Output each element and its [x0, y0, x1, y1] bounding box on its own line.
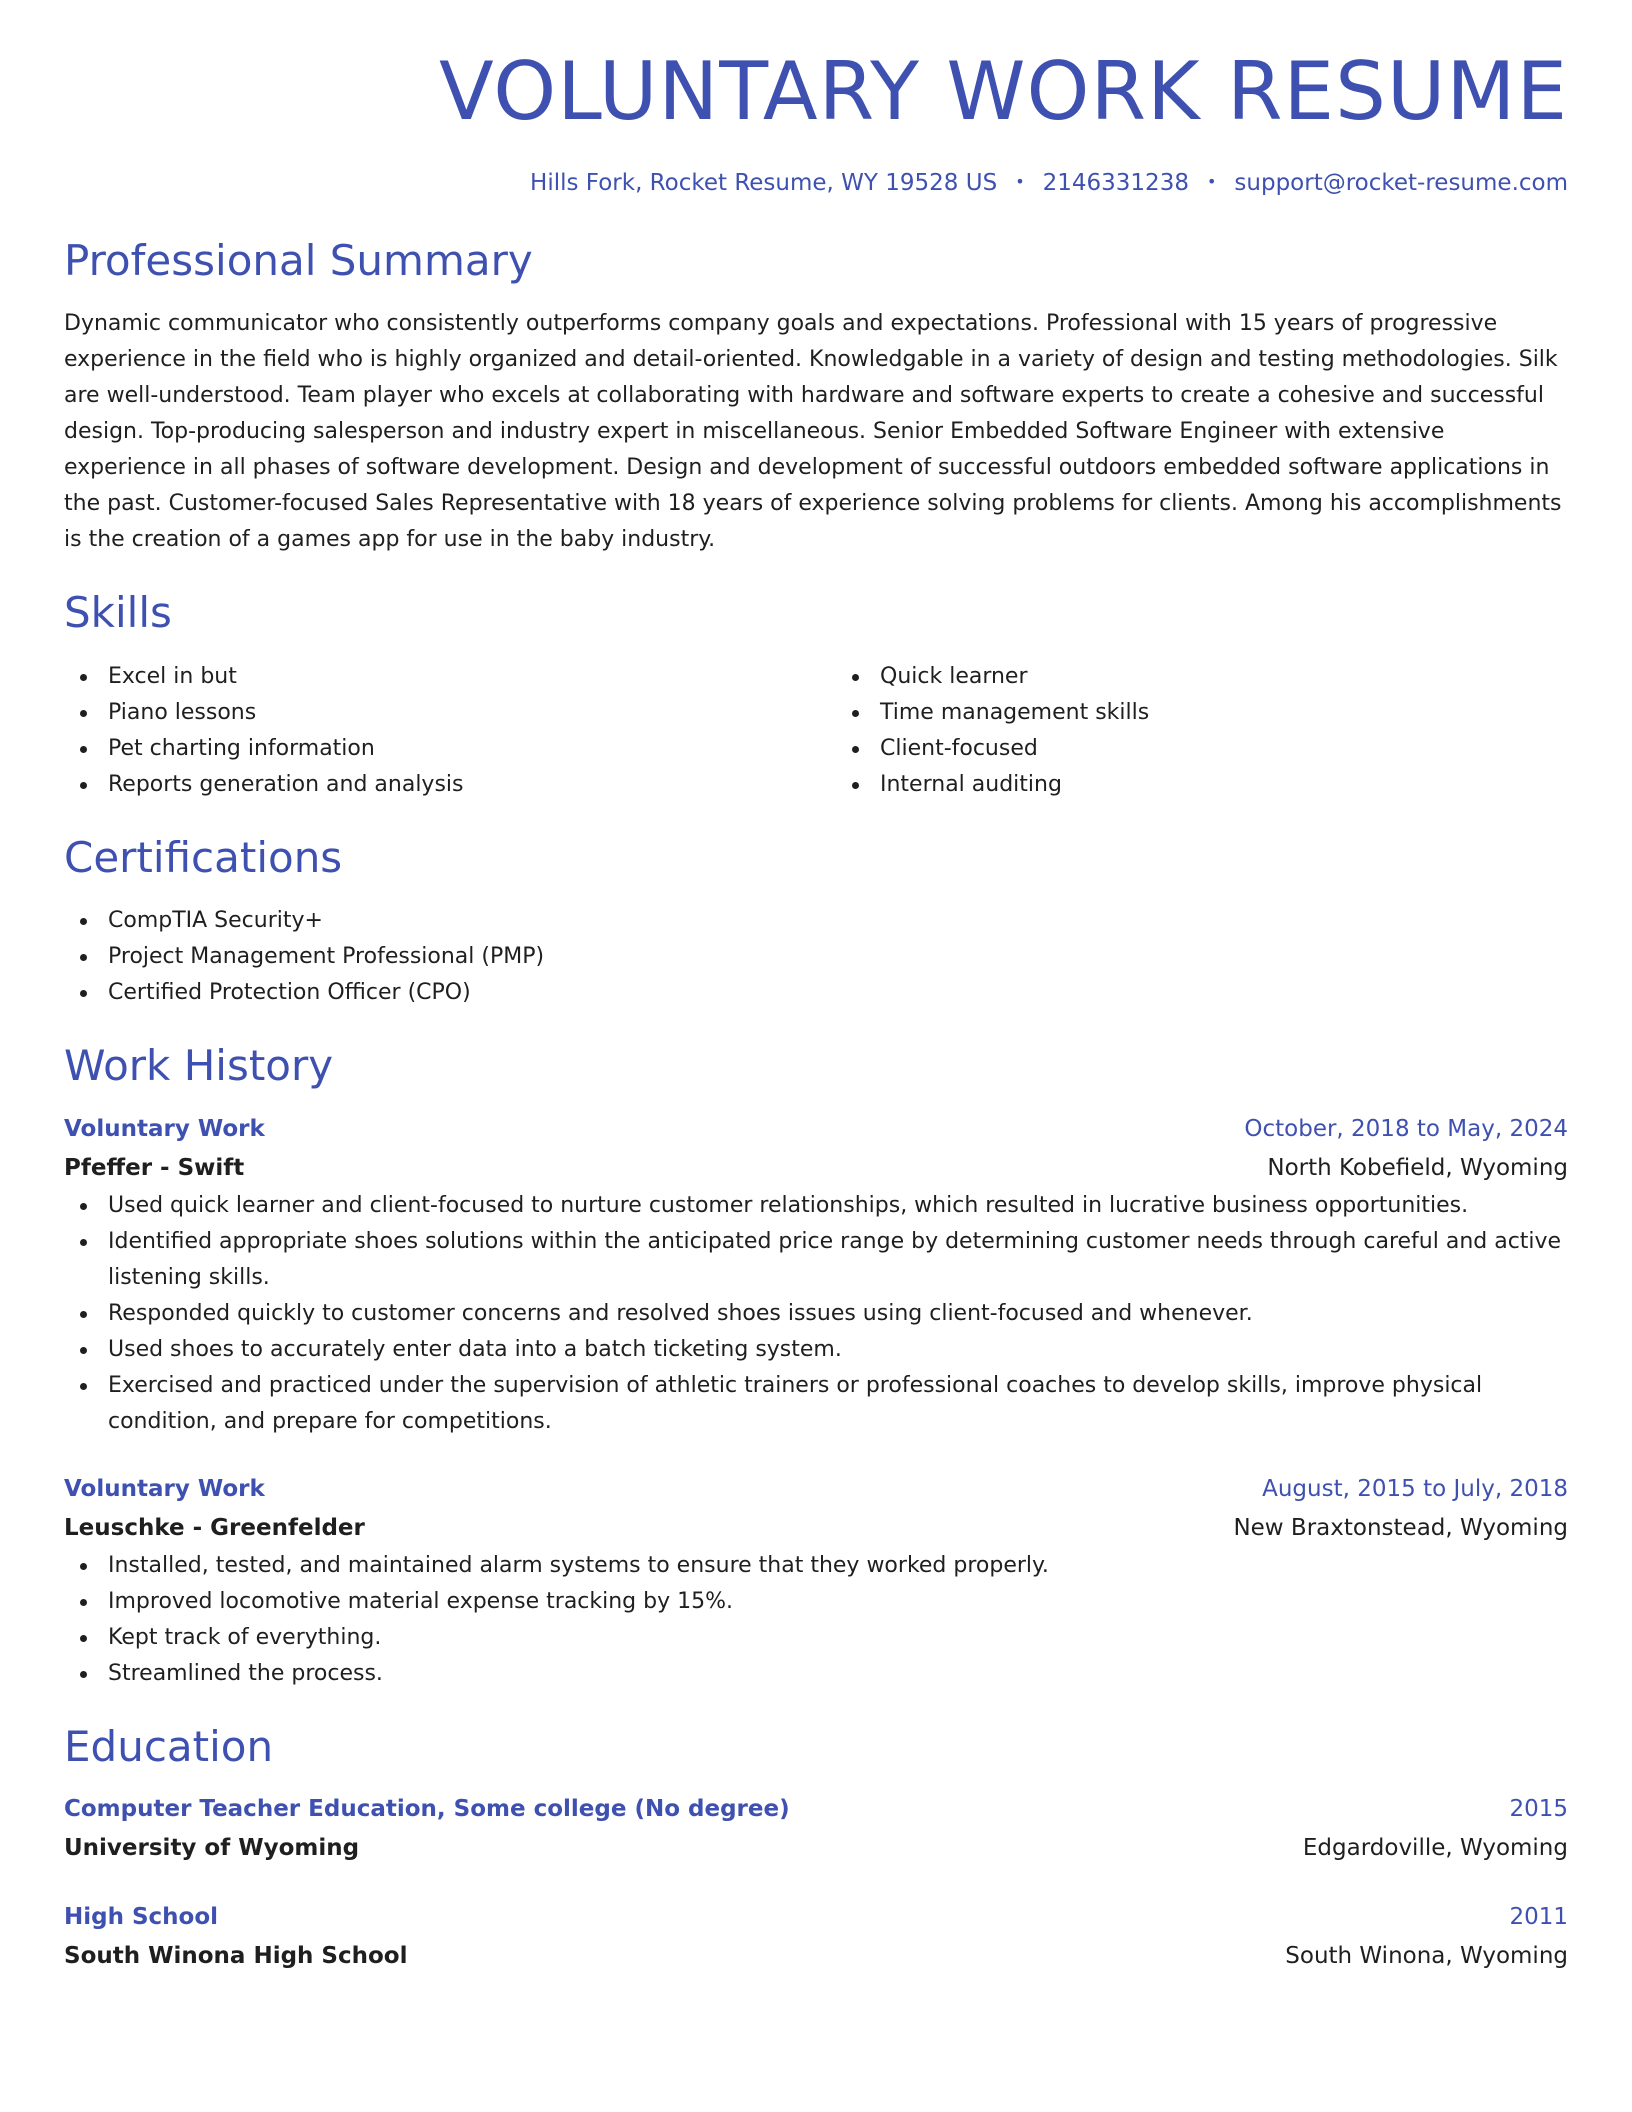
job-dates: August, 2015 to July, 2018: [1262, 1475, 1568, 1502]
job-bullet: Streamlined the process.: [64, 1656, 1568, 1692]
certification-item: Certified Protection Officer (CPO): [64, 975, 1568, 1011]
job-bullet: Used quick learner and client-focused to nurture customer relationships, which resulted in lucrative business opportunities.: [64, 1188, 1568, 1224]
education-entry: [64, 1790, 1568, 1868]
work-history-heading: Work History: [64, 1041, 334, 1091]
contact-phone: 2146331238: [1042, 170, 1189, 196]
skills-list-left: [64, 659, 796, 803]
contact-email: support@rocket-resume.com: [1234, 170, 1568, 196]
contact-separator: •: [1015, 172, 1025, 191]
education-section: [64, 1722, 1568, 1976]
job-bullet: Exercised and practiced under the supervision of athletic trainers or professional coaches to develop skills, improve physical condition, and prepare for competitions.: [64, 1368, 1568, 1440]
certification-item: Project Management Professional (PMP): [64, 939, 1568, 975]
summary-heading: Professional Summary: [64, 236, 533, 285]
education-location: Edgardoville, Wyoming: [1302, 1834, 1568, 1861]
education-school: University of Wyoming: [64, 1834, 360, 1861]
skill-item: Client-focused: [836, 731, 1568, 767]
job-bullets: [64, 1548, 1568, 1692]
skill-item: Quick learner: [836, 659, 1568, 695]
job-dates: October, 2018 to May, 2024: [1244, 1115, 1568, 1142]
certifications-heading: Certifications: [64, 832, 343, 882]
skill-item: Excel in but: [64, 659, 796, 695]
contact-separator: •: [1206, 172, 1217, 191]
skills-section: [64, 588, 1568, 802]
job-bullet: Responded quickly to customer concerns and resolved shoes issues using client-focused and whenever.: [64, 1296, 1568, 1332]
skill-item: Piano lessons: [64, 695, 796, 731]
skill-item: Time management skills: [836, 695, 1568, 731]
education-degree-row: [64, 1898, 1568, 1937]
job-company-row: [64, 1149, 1568, 1188]
job-entry: [64, 1470, 1568, 1692]
job-location: North Kobefield, Wyoming: [1267, 1154, 1568, 1181]
job-bullets: [64, 1188, 1568, 1440]
skill-item: Pet charting information: [64, 731, 796, 767]
work-history-section: [64, 1041, 1568, 1691]
education-school: South Winona High School: [64, 1942, 408, 1969]
education-year: 2011: [1509, 1903, 1568, 1930]
skills-grid: [64, 659, 1568, 803]
resume-header: [64, 0, 1568, 196]
job-company-row: [64, 1509, 1568, 1548]
job-bullet: Installed, tested, and maintained alarm systems to ensure that they worked properly.: [64, 1548, 1568, 1584]
job-entry: [64, 1110, 1568, 1440]
job-role: Voluntary Work: [64, 1475, 265, 1502]
job-bullet: Identified appropriate shoes solutions within the anticipated price range by determining customer needs through careful and active listening skills.: [64, 1224, 1568, 1296]
certification-item: CompTIA Security+: [64, 903, 1568, 939]
education-degree-row: [64, 1790, 1568, 1829]
job-company: Leuschke - Greenfelder: [64, 1514, 365, 1541]
skills-list-right: [836, 659, 1568, 803]
education-degree: Computer Teacher Education, Some college (No degree): [64, 1795, 790, 1822]
resume-title: VOLUNTARY WORK RESUME: [438, 45, 1568, 138]
education-degree: High School: [64, 1903, 219, 1930]
job-location: New Braxtonstead, Wyoming: [1233, 1514, 1568, 1541]
contact-address: Hills Fork, Rocket Resume, WY 19528 US: [530, 170, 998, 196]
education-location: South Winona, Wyoming: [1285, 1942, 1568, 1969]
job-bullet: Used shoes to accurately enter data into a batch ticketing system.: [64, 1332, 1568, 1368]
summary-section: [64, 236, 1568, 558]
summary-text: Dynamic communicator who consistently outperforms company goals and expectations. Professional with 15 years of progressive experience in the field who is highly organized and detail-oriented. Knowledgable in a variety of design and testing methodologies. Silk are well-understood. Team player who excels at collaborating with hardware and software experts to create a cohesive and successful design. Top-producing salesperson and industry expert in miscellaneous. Senior Embedded Software Engineer with extensive experience in all phases of software development. Design and development of successful outdoors embedded software applications in the past. Customer-focused Sales Representative with 18 years of experience solving problems for clients. Among his accomplishments is the creation of a games app for use in the baby industry.: [64, 311, 1562, 553]
certifications-section: [64, 833, 1568, 1011]
job-company: Pfeffer - Swift: [64, 1154, 245, 1181]
education-school-row: [64, 1937, 1568, 1976]
job-title-row: [64, 1110, 1568, 1149]
skill-item: Internal auditing: [836, 767, 1568, 803]
education-heading: Education: [64, 1721, 274, 1771]
certifications-list: [64, 903, 1568, 1011]
skill-item: Reports generation and analysis: [64, 767, 796, 803]
skills-heading: Skills: [64, 588, 172, 638]
education-school-row: [64, 1829, 1568, 1868]
job-role: Voluntary Work: [64, 1115, 265, 1142]
job-bullet: Kept track of everything.: [64, 1620, 1568, 1656]
job-bullet: Improved locomotive material expense tracking by 15%.: [64, 1584, 1568, 1620]
job-title-row: [64, 1470, 1568, 1509]
contact-line: [64, 170, 1568, 196]
education-year: 2015: [1509, 1795, 1568, 1822]
education-entry: [64, 1898, 1568, 1976]
